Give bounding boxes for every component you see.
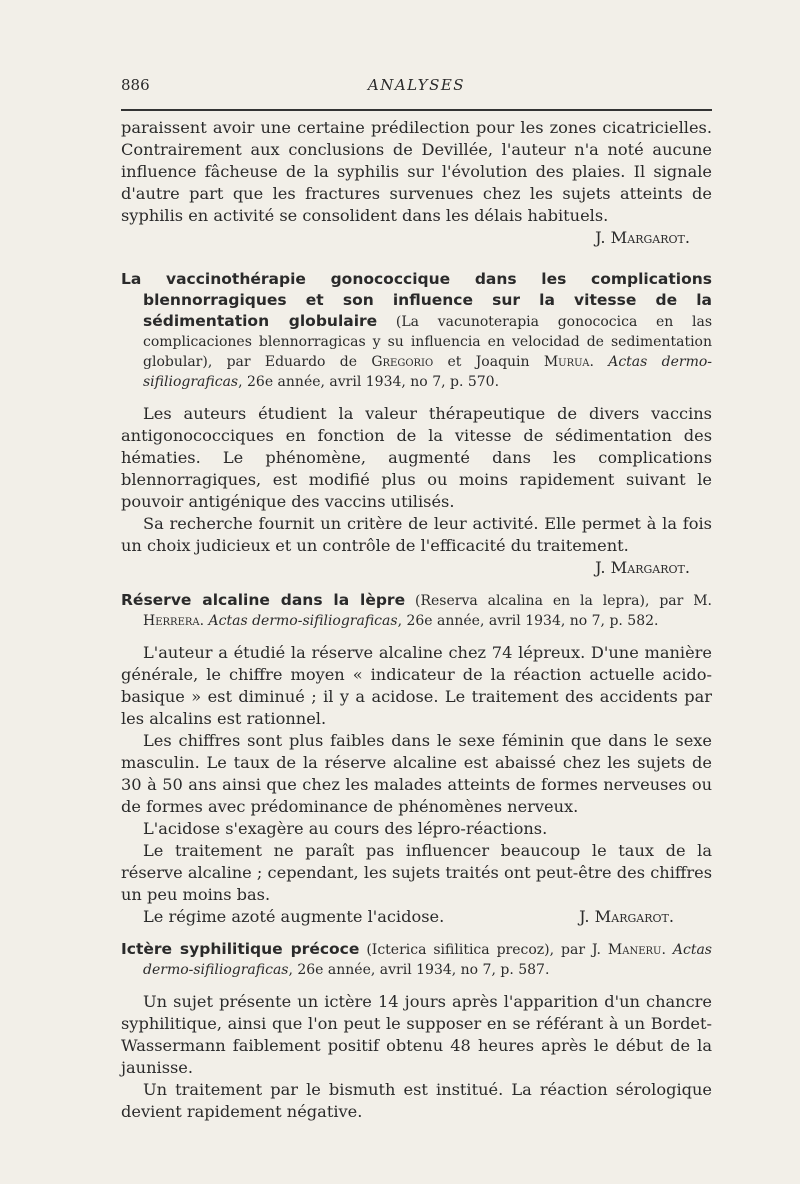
article-reference: (Reserva alcalina en la lepra), par M.: [405, 593, 713, 609]
article-heading: [121, 590, 712, 631]
article-citation: , 26e année, avril 1934, no 7, p. 582.: [397, 613, 659, 629]
article-signature: J. Margarot.: [595, 558, 690, 577]
article-reference-sep: .: [589, 354, 609, 370]
article-paragraph: Un sujet présente un ictère 14 jours après l'apparition d'un chancre syphilitique, ainsi que l'on peut le supposer en se référant à un Bordet-Wassermann faiblement positif obtenu 48 heures après le début de la jaunisse.: [121, 992, 712, 1077]
article-citation: , 26e année, avril 1934, no 7, p. 587.: [288, 962, 550, 978]
article-heading: [121, 939, 712, 980]
page-number: 886: [121, 76, 150, 94]
page-body: [121, 117, 712, 1123]
running-title: ANALYSES: [367, 76, 466, 94]
article-title: Réserve alcaline dans la lèpre: [121, 591, 406, 609]
article-author: Murua: [543, 354, 590, 370]
intro-paragraph: paraissent avoir une certaine prédilection pour les zones cicatricielles. Contrairement aux conclusions de Devillée, l'auteur n'a noté aucune influence fâcheuse de la syphilis sur l'évolution des plaies. Il signale d'autre part que les fractures survenues chez les sujets atteints de syphilis en activité se consolident dans les délais habituels.: [121, 118, 712, 225]
article-paragraph: Les chiffres sont plus faibles dans le sexe féminin que dans le sexe masculin. Le taux de la réserve alcaline est abaissé chez les sujets de 30 à 50 ans ainsi que chez les malades atteints de formes nerveuses ou de formes avec prédominance de phénomènes nerveux.: [121, 731, 712, 816]
article-journal: Actas dermo-sifiliograficas: [143, 942, 712, 978]
article-reference-mid: et Joaquin: [433, 354, 544, 370]
article-journal: Actas dermo-sifiliograficas: [143, 354, 713, 390]
article-paragraph: Un traitement par le bismuth est institué. La réaction sérologique devient rapidement négative.: [121, 1080, 712, 1121]
article-author: Maneru: [607, 942, 662, 958]
article-paragraph: Les auteurs étudient la valeur thérapeutique de divers vaccins antigonococciques en fonction de la vitesse de sédimentation des hématies. Le phénomène, augmenté dans les complications blennorragiques, est modifié plus ou moins rapidement suivant le pouvoir antigénique des vaccins utilisés.: [121, 404, 712, 511]
article-paragraph: L'auteur a étudié la réserve alcaline chez 74 lépreux. D'une manière générale, le chiffre moyen « indicateur de la réaction actuelle acido-basique » est diminué ; il y a acidose. Le traitement des accidents par les alcalins est rationnel.: [121, 643, 712, 728]
article-paragraph: Sa recherche fournit un critère de leur activité. Elle permet à la fois un choix judicieux et un contrôle de l'efficacité du traitement.: [121, 514, 712, 555]
article-reference: (Icterica sifilitica precoz), par J.: [359, 942, 608, 958]
article-reference-sep: .: [661, 942, 673, 958]
article-paragraph: Le traitement ne paraît pas influencer beaucoup le taux de la réserve alcaline ; cependant, les sujets traités ont peut-être des chiffres un peu moins bas.: [121, 841, 712, 904]
intro-signature: J. Margarot.: [595, 228, 690, 247]
article-reference: (La vacunoterapia gonococica en las complicaciones blennorragicas y su influencia en velocidad de sedimentation globular), par Eduardo de: [143, 314, 713, 370]
article-author: Herrera: [143, 613, 200, 629]
article-paragraph: L'acidose s'exagère au cours des lépro-réactions.: [143, 819, 548, 838]
article-citation: , 26e année, avril 1934, no 7, p. 570.: [238, 374, 500, 390]
article-title: Ictère syphilitique précoce: [121, 940, 360, 958]
header-rule: [121, 109, 712, 111]
article-reference-sep: .: [199, 613, 209, 629]
article-title: La vaccinothérapie gonococcique dans les complications blennorragiques et son influence sur la vitesse de la sédimentation globulaire: [121, 270, 712, 330]
article-journal: Actas dermo-sifiliograficas: [208, 613, 398, 629]
page-header: [121, 76, 712, 98]
article-paragraph: Le régime azoté augmente l'acidose.: [143, 907, 445, 926]
article-last-line: [121, 906, 712, 928]
article-author: Gregorio: [371, 354, 434, 370]
article-heading: [121, 269, 712, 392]
article-signature: J. Margarot.: [579, 907, 674, 926]
